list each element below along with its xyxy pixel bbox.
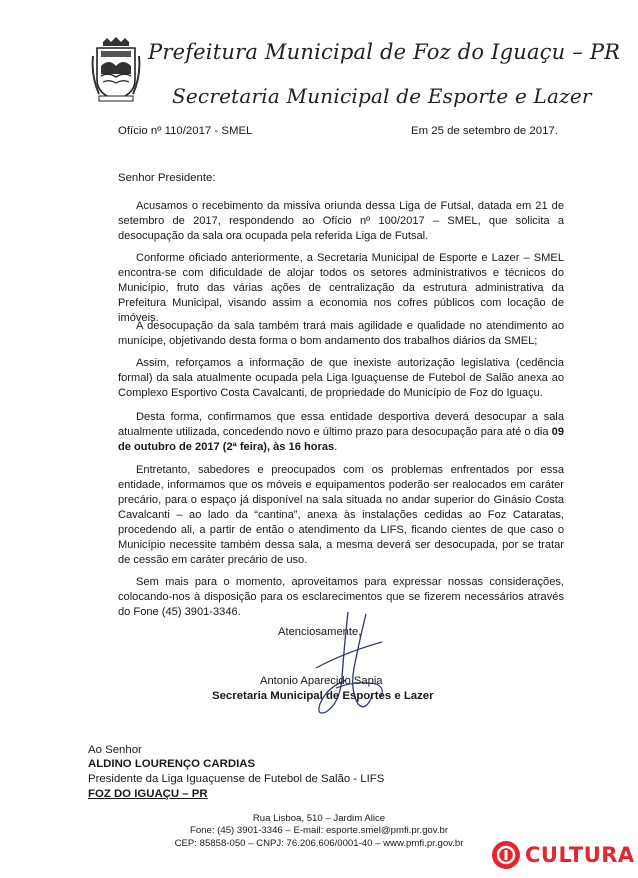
handwritten-signature [296,608,406,724]
letter-date: Em 25 de setembro de 2017. [411,125,558,137]
header-secretaria: Secretaria Municipal de Esporte e Lazer [172,84,592,108]
paragraph-7: Sem mais para o momento, aproveitamos para expressar nossas considerações, colocando-nos à disposição para os esclarecimentos que se fizerem necessários através do Fone (45) 3901-3346. [118,576,564,618]
paragraph-3: A desocupação da sala também trará mais agilidade e qualidade no atendimento ao munícipe, objetivando desta forma o bom andamento dos trabalhos diários da SMEL; [118,320,564,347]
footer-ids: CEP: 85858-050 – CNPJ: 76.206.606/0001-40 – www.pmfi.pr.gov.br [174,838,464,849]
header-prefeitura: Prefeitura Municipal de Foz do Iguaçu – PR [148,40,621,64]
cultura-text: CULTURA [525,843,635,867]
signer-name: Antonio Aparecido Sapia [260,675,383,687]
paragraph-1: Acusamos o recebimento da missiva oriunda dessa Liga de Futsal, datada em 21 de setembro de 2017, respondendo ao Ofício nº 100/2017 – SMEL, que solicita a desocupação da sala ora ocupada pela referida Liga de Futsal. [118,200,564,242]
paragraph-4: Assim, reforçamos a informação de que inexiste autorização legislativa (cedência formal) da sala atualmente ocupada pela Liga Iguaçuense de Futebol de Salão anexa ao Complexo Esportivo Costa Cavalcanti, de propriedade do Município de Foz do Iguaçu. [118,357,564,399]
closing: Atenciosamente, [278,626,362,638]
cultura-logo-icon [491,840,521,870]
recipient-name: ALDINO LOURENÇO CARDIAS [88,758,256,770]
recipient-city: FOZ DO IGUAÇU – PR [88,788,208,800]
salutation: Senhor Presidente: [118,172,216,184]
paragraph-5: Desta forma, confirmamos que essa entidade desportiva deverá desocupar a sala atualmente utilizada, concedendo novo e último prazo para desocupação para até o dia 09 de outubro de 2017 (2ª feira), às 16 horas. [118,411,564,453]
city-crest-icon [91,36,141,106]
oficio-number: Ofício nº 110/2017 - SMEL [118,125,253,137]
recipient-role: Presidente da Liga Iguaçuense de Futebol de Salão - LIFS [88,773,385,785]
footer-address: Rua Lisboa, 510 – Jardim Alice [252,813,386,824]
cultura-watermark [491,838,635,872]
recipient-salutation: Ao Senhor [88,744,142,756]
paragraph-2: Conforme oficiado anteriormente, a Secretaria Municipal de Esporte e Lazer – SMEL encontra-se com dificuldade de alojar todos os setores administrativos e técnicos do Município, fruto das várias ações de centralização da estrutura administrativa da Prefeitura Municipal, visando assim a economia nos cofres públicos com locação de imóveis. [118,252,564,324]
footer-contact: Fone: (45) 3901-3346 – E-mail: esporte.smel@pmfi.pr.gov.br [189,825,449,836]
signer-title: Secretaria Municipal de Esportes e Lazer [212,690,434,702]
paragraph-6: Entretanto, sabedores e preocupados com os problemas enfrentados por essa entidade, informamos que os móveis e equipamentos poderão ser realocados em caráter precário, para o espaço já disponível na sala situada no andar superior do Ginásio Costa Cavalcanti – ao lado da “cantina”, anexa às instalações cedidas ao Foz Cataratas, procedendo ali, a partir de então o atendimento da LIFS, ficando cientes de que caso o Município necessite também dessa sala, a mesma deverá ser desocupada, por se tratar de cessão em caráter precário de uso. [118,464,564,566]
deadline-date: 09 de outubro de 2017 (2ª feira), às 16 horas [118,426,564,453]
